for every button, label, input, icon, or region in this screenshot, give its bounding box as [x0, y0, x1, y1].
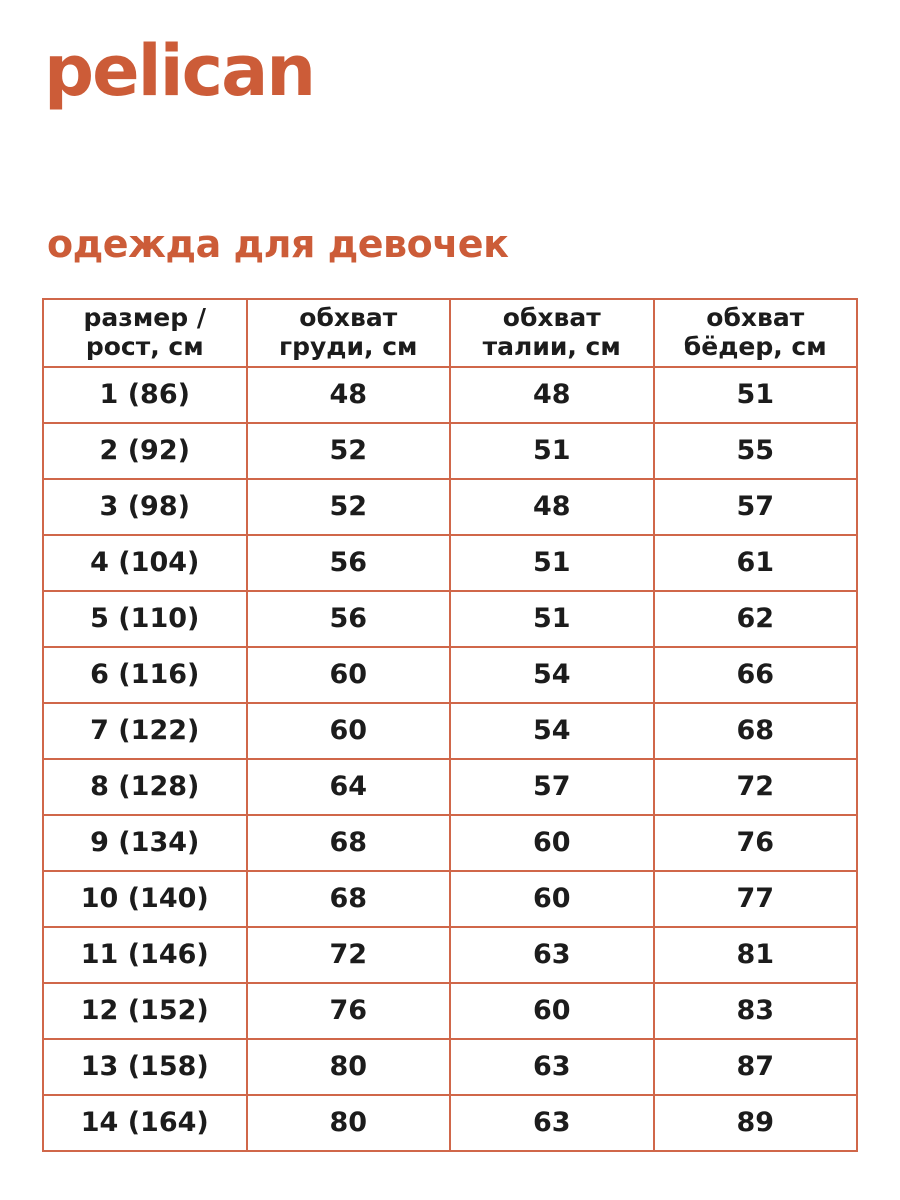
cell-chest: 76	[247, 983, 451, 1039]
cell-waist: 60	[450, 871, 654, 927]
brand-logo: pelican	[44, 30, 315, 112]
col-header-chest-line1: обхват	[299, 303, 398, 332]
cell-size: 8 (128)	[43, 759, 247, 815]
table-row	[43, 423, 857, 479]
cell-waist: 51	[450, 423, 654, 479]
col-header-waist-line2: талии, см	[482, 331, 621, 361]
size-table-body	[43, 367, 857, 1151]
table-row	[43, 591, 857, 647]
table-row	[43, 479, 857, 535]
cell-chest: 56	[247, 535, 451, 591]
table-row	[43, 1095, 857, 1151]
page-title: одежда для девочек	[47, 222, 509, 266]
size-chart-table	[42, 298, 858, 1152]
cell-waist: 51	[450, 591, 654, 647]
col-header-waist	[450, 299, 654, 367]
col-header-size	[43, 299, 247, 367]
table-row	[43, 983, 857, 1039]
table-row	[43, 1039, 857, 1095]
cell-hips: 57	[654, 479, 858, 535]
cell-hips: 83	[654, 983, 858, 1039]
cell-size: 12 (152)	[43, 983, 247, 1039]
cell-hips: 77	[654, 871, 858, 927]
cell-waist: 48	[450, 479, 654, 535]
cell-size: 14 (164)	[43, 1095, 247, 1151]
col-header-hips	[654, 299, 858, 367]
cell-size: 5 (110)	[43, 591, 247, 647]
cell-hips: 89	[654, 1095, 858, 1151]
cell-size: 6 (116)	[43, 647, 247, 703]
cell-waist: 60	[450, 815, 654, 871]
cell-chest: 52	[247, 479, 451, 535]
cell-size: 1 (86)	[43, 367, 247, 423]
header-row	[43, 299, 857, 367]
cell-chest: 48	[247, 367, 451, 423]
cell-waist: 63	[450, 927, 654, 983]
cell-hips: 81	[654, 927, 858, 983]
cell-chest: 68	[247, 815, 451, 871]
cell-hips: 55	[654, 423, 858, 479]
table-row	[43, 703, 857, 759]
cell-size: 10 (140)	[43, 871, 247, 927]
table-row	[43, 647, 857, 703]
cell-hips: 68	[654, 703, 858, 759]
table-row	[43, 927, 857, 983]
cell-size: 9 (134)	[43, 815, 247, 871]
cell-hips: 76	[654, 815, 858, 871]
cell-waist: 51	[450, 535, 654, 591]
cell-waist: 57	[450, 759, 654, 815]
cell-waist: 54	[450, 703, 654, 759]
cell-size: 11 (146)	[43, 927, 247, 983]
cell-waist: 63	[450, 1039, 654, 1095]
cell-size: 4 (104)	[43, 535, 247, 591]
cell-chest: 56	[247, 591, 451, 647]
col-header-chest-line2: груди, см	[279, 331, 418, 361]
cell-size: 7 (122)	[43, 703, 247, 759]
cell-size: 13 (158)	[43, 1039, 247, 1095]
col-header-chest	[247, 299, 451, 367]
size-table-header	[43, 299, 857, 367]
cell-chest: 52	[247, 423, 451, 479]
cell-chest: 60	[247, 647, 451, 703]
table-row	[43, 535, 857, 591]
cell-chest: 72	[247, 927, 451, 983]
cell-hips: 62	[654, 591, 858, 647]
cell-waist: 60	[450, 983, 654, 1039]
cell-chest: 68	[247, 871, 451, 927]
table-row	[43, 759, 857, 815]
cell-chest: 80	[247, 1095, 451, 1151]
cell-hips: 66	[654, 647, 858, 703]
col-header-hips-line2: бёдер, см	[683, 331, 827, 361]
col-header-size-line2: рост, см	[85, 331, 204, 361]
cell-chest: 64	[247, 759, 451, 815]
cell-size: 2 (92)	[43, 423, 247, 479]
col-header-waist-line1: обхват	[502, 303, 601, 332]
table-row	[43, 815, 857, 871]
cell-waist: 54	[450, 647, 654, 703]
cell-hips: 51	[654, 367, 858, 423]
table-row	[43, 871, 857, 927]
cell-hips: 61	[654, 535, 858, 591]
col-header-size-line1: размер /	[83, 303, 206, 332]
cell-hips: 72	[654, 759, 858, 815]
cell-hips: 87	[654, 1039, 858, 1095]
cell-chest: 80	[247, 1039, 451, 1095]
table-row	[43, 367, 857, 423]
cell-chest: 60	[247, 703, 451, 759]
cell-size: 3 (98)	[43, 479, 247, 535]
col-header-hips-line1: обхват	[706, 303, 805, 332]
cell-waist: 63	[450, 1095, 654, 1151]
cell-waist: 48	[450, 367, 654, 423]
